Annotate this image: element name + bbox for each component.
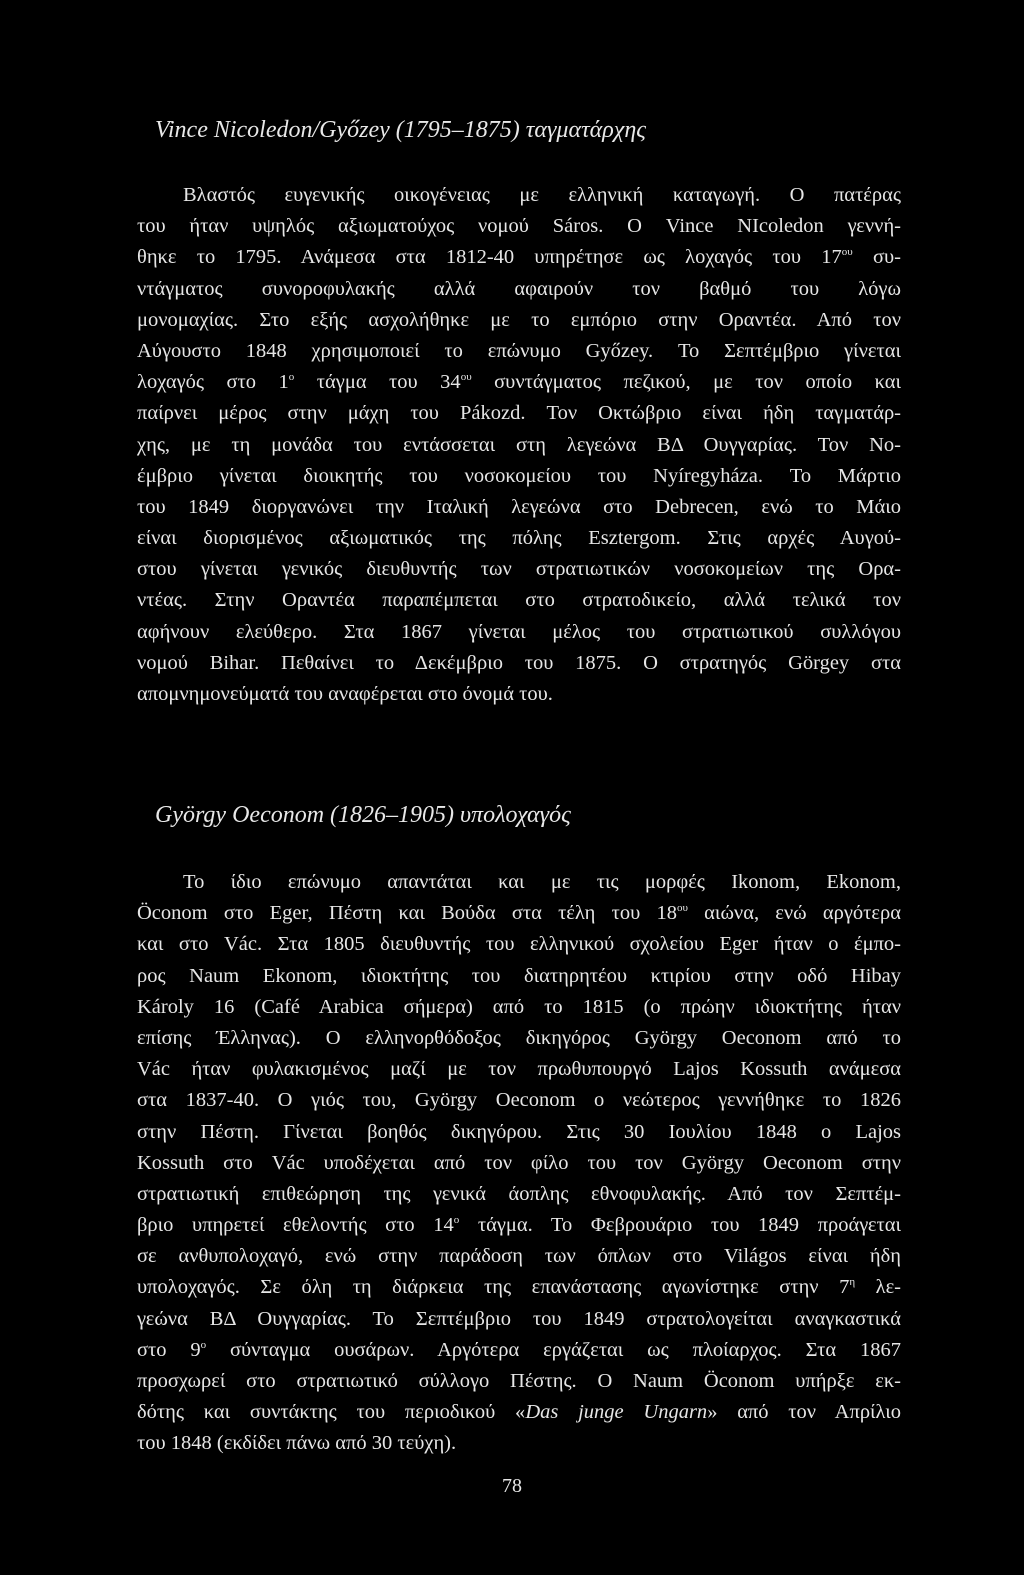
text-line: [137, 1397, 901, 1428]
text-run: Αύγουστο 1848 χρησιμοποιεί το επώνυμο Győzey. Το Σεπτέμβριο γίνεται: [137, 339, 901, 362]
text-line: [137, 367, 901, 398]
text-run: είναι διορισμένος αξιωματικός της πόλης Esztergom. Στις αρχές Αυγού-: [137, 527, 901, 550]
text-run: χης, με τη μονάδα του εντάσσεται στη λεγεώνα ΒΔ Ουγγαρίας. Τον Νο-: [137, 433, 901, 456]
text-run: του 1848 (εκδίδει πάνω από 30 τεύχη).: [137, 1432, 457, 1455]
text-run: τάγμα του 34: [294, 371, 461, 394]
text-line: [137, 1241, 901, 1272]
text-run: έμβριο γίνεται διοικητής του νοσοκομείου του Nyíregyháza. Το Μάρτιο: [137, 464, 901, 487]
text-line: [137, 336, 901, 367]
text-run: νομού Bihar. Πεθαίνει το Δεκέμβριο του 1875. Ο στρατηγός Görgey στα: [137, 651, 901, 674]
text-line: [137, 898, 901, 929]
text-run: Το ίδιο επώνυμο απαντάται και με τις μορφές Ikonom, Ekonom,: [183, 871, 901, 893]
text-run: επίσης Έλληνας). Ο ελληνορθόδοξος δικηγόρος György Oeconom από το: [137, 1026, 901, 1049]
text-line: [137, 492, 901, 523]
text-run: υπολοχαγός. Σε όλη τη διάρκεια της επανάστασης αγωνίστηκε στην 7: [137, 1276, 850, 1299]
superscript: ο: [200, 1338, 207, 1351]
italic-text: Das junge Ungarn: [525, 1401, 708, 1424]
text-run: συ-: [852, 246, 901, 269]
text-run: λε-: [855, 1276, 901, 1299]
text-run: συντάγματος πεζικού, με τον οποίο και: [471, 371, 901, 394]
text-run: λοχαγός στο 1: [137, 371, 289, 394]
text-run: σύνταγμα ουσάρων. Αργότερα εργάζεται ως πλοίαρχος. Στα 1867: [206, 1338, 901, 1361]
section-body: [137, 867, 901, 1460]
text-line: [137, 430, 901, 461]
text-line: [137, 1148, 901, 1179]
superscript: ου: [677, 902, 688, 915]
text-run: και στο Vác. Στα 1805 διευθυντής του ελληνικού σχολείου Eger ήταν ο έμπο-: [137, 933, 901, 956]
text-run: θηκε το 1795. Ανάμεσα στα 1812-40 υπηρέτησε ως λοχαγός του 17: [137, 246, 842, 269]
text-run: προσχωρεί στο στρατιωτικό σύλλογο Πέστης. Ο Naum Öconom υπήρξε εκ-: [137, 1370, 901, 1392]
text-line: [137, 1023, 901, 1054]
text-line: [137, 305, 901, 336]
text-run: του 1849 διοργανώνει την Ιταλική λεγεώνα στο Debrecen, ενώ το Μάιο: [137, 495, 901, 518]
text-run: του ήταν υψηλός αξιωματούχος νομού Sáros. Ο Vince NIcoledon γεννή-: [137, 215, 901, 238]
superscript: η: [849, 1276, 856, 1289]
text-run: ντέας. Στην Οραντέα παραπέμπεται στο στρατοδικείο, αλλά τελικά τον: [137, 589, 901, 612]
text-line: [137, 211, 901, 242]
text-line: [137, 1335, 901, 1366]
text-run: Károly 16 (Café Arabica σήμερα) από το 1815 (ο πρώην ιδιοκτήτης ήταν: [137, 995, 901, 1018]
page-number: 78: [502, 1475, 522, 1497]
text-line: [137, 992, 901, 1023]
text-line: [137, 648, 901, 679]
text-line: [137, 679, 901, 710]
text-run: στρατιωτική επιθεώρηση της γενικά άοπλης εθνοφυλακής. Από τον Σεπτέμ-: [137, 1182, 901, 1205]
text-run: δότης και συντάκτης του περιοδικού «: [137, 1401, 526, 1424]
text-line: [137, 274, 901, 305]
text-run: στην Πέστη. Γίνεται βοηθός δικηγόρου. Στις 30 Ιουλίου 1848 ο Lajos: [137, 1120, 901, 1143]
text-run: » από τον Απρίλιο: [707, 1401, 902, 1424]
section-heading: Vince Nicoledon/Győzey (1795–1875) ταγματάρχης: [155, 117, 646, 143]
text-run: βριο υπηρετεί εθελοντής στο 14: [137, 1214, 454, 1237]
text-line: [137, 1179, 901, 1210]
text-run: Βλαστός ευγενικής οικογένειας με ελληνική καταγωγή. Ο πατέρας: [183, 184, 901, 206]
text-run: Öconom στο Eger, Πέστη και Βούδα στα τέλη του 18: [137, 902, 677, 925]
text-line: [137, 1366, 901, 1397]
text-run: απομνημονεύματά του αναφέρεται στο όνομά του.: [137, 683, 553, 705]
text-run: στου γίνεται γενικός διευθυντής των στρατιωτικών νοσοκομείων της Ορα-: [137, 558, 901, 581]
text-run: τάγμα. Το Φεβρουάριο του 1849 προάγεται: [459, 1214, 901, 1237]
text-run: παίρνει μέρος στην μάχη του Pákozd. Τον Οκτώβριο είναι ήδη ταγματάρ-: [137, 402, 901, 425]
text-line: [137, 1272, 901, 1303]
text-line: [137, 1210, 901, 1241]
text-line: [137, 180, 901, 211]
section-body: [137, 180, 901, 710]
text-line: [137, 461, 901, 492]
text-line: [137, 242, 901, 273]
text-line: [137, 523, 901, 554]
text-line: [137, 1085, 901, 1116]
superscript: ο: [288, 371, 295, 384]
superscript: ου: [841, 246, 853, 259]
text-line: [137, 585, 901, 616]
text-run: στο 9: [137, 1338, 201, 1361]
section-heading: György Oeconom (1826–1905) υπολοχαγός: [155, 802, 571, 828]
text-line: [137, 929, 901, 960]
text-run: μονομαχίας. Στο εξής ασχολήθηκε με το εμπόριο στην Οραντέα. Από τον: [137, 308, 901, 331]
text-run: ρος Naum Ekonom, ιδιοκτήτης του διατηρητέου κτιρίου στην οδό Hibay: [137, 964, 901, 987]
text-line: [137, 617, 901, 648]
text-run: αφήνουν ελεύθερο. Στα 1867 γίνεται μέλος του στρατιωτικού συλλόγου: [137, 620, 901, 643]
text-run: αιώνα, ενώ αργότερα: [687, 902, 901, 925]
text-run: στα 1837-40. Ο γιός του, György Oeconom ο νεώτερος γεννήθηκε το 1826: [137, 1089, 901, 1112]
text-run: Vác ήταν φυλακισμένος μαζί με τον πρωθυπουργό Lajos Kossuth ανάμεσα: [137, 1058, 901, 1081]
text-line: [137, 554, 901, 585]
text-run: ντάγματος συνοροφυλακής αλλά αφαιρούν τον βαθμό του λόγω: [137, 277, 901, 300]
text-run: γεώνα ΒΔ Ουγγαρίας. Το Σεπτέμβριο του 1849 στρατολογείται αναγκαστικά: [137, 1307, 901, 1330]
superscript: ο: [453, 1214, 460, 1227]
text-line: [137, 867, 901, 898]
text-run: Kossuth στο Vác υποδέχεται από τον φίλο του τον György Oeconom στην: [137, 1151, 901, 1174]
text-line: [137, 961, 901, 992]
superscript: ου: [460, 371, 472, 384]
text-run: σε ανθυπολοχαγό, ενώ στην παράδοση των όπλων στο Világos είναι ήδη: [137, 1245, 901, 1268]
text-line: [137, 1428, 901, 1459]
text-line: [137, 1117, 901, 1148]
text-line: [137, 1054, 901, 1085]
text-line: [137, 1304, 901, 1335]
text-line: [137, 398, 901, 429]
